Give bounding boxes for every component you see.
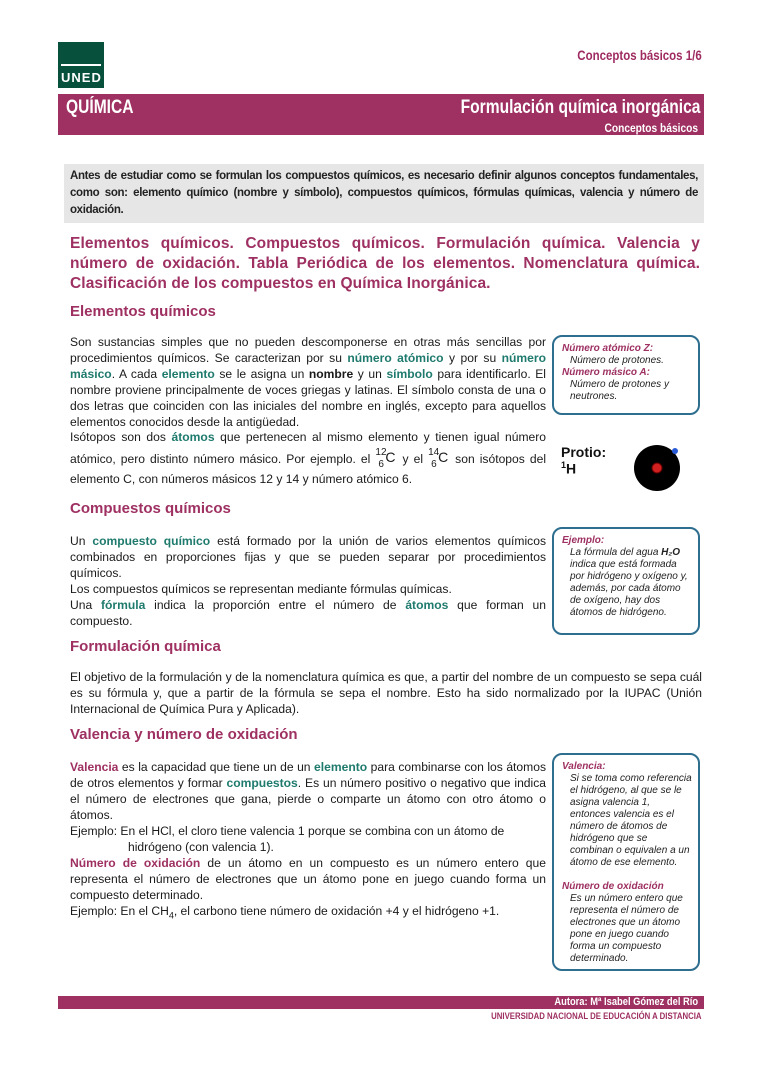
subtopic-title: Conceptos básicos (604, 121, 698, 135)
protio-label: Protio: (561, 444, 607, 460)
note-heading: Valencia: (562, 761, 606, 772)
page-label: Conceptos básicos 1/6 (577, 47, 702, 63)
formulacion-paragraph: El objetivo de la formulación y de la nomenclatura química es que, a partir del nombre de un compuesto se sepa cuál es su fórmula y, que a partir de la fórmula se sepa el nombre. Esto ha sido normalizado por la IUPAC (Unión Internacional de Química Pura y Aplicada). (70, 670, 702, 716)
uned-logo (58, 42, 104, 88)
footer-university: UNIVERSIDAD NACIONAL DE EDUCACIÓN A DISTANCIA (491, 1011, 702, 1022)
valencia-paragraph: Valencia es la capacidad que tiene un de un elemento para combinarse con los átomos de otros elementos y formar compuestos. Es un número positivo o negativo que indica el número de electrones que gana, pierde o comparte un átomo con otro átomo o átomos. Ejemplo: En el HCl, el cloro tiene valencia 1 porque se combina con un átomo de hidrógeno (con valencia 1). Número de oxidación de un átomo en un compuesto es un número entero que representa el número de electrones que un átomo pone en juego cuando forma un compuesto determinado. Ejemplo: En el $CH_4$, el carbono tiene número de oxidación +4 y el hidrógeno +1. (70, 760, 546, 921)
isotope-c14: 14 6 C (428, 447, 449, 470)
note-heading: Número másico A: (562, 367, 650, 378)
logo-text: UNED (61, 70, 102, 85)
isotopos-paragraph: Isótopos son dos átomos que pertenecen al mismo elemento y tienen igual número atómico, pero distinto número másico. Por ejemplo. el 12 6 C y el 14 6 C son isótopos del elemento C, con números másicos 12 y 14 y número atómico 6. (70, 430, 547, 486)
note-text: Es un número entero que representa el número de electrones que un átomo pone en juego cuando forma un compuesto determinado. (570, 893, 683, 964)
footer-author: Autora: Mª Isabel Gómez del Río (554, 996, 698, 1008)
note-heading: Número atómico Z: (562, 343, 654, 354)
title-band (58, 94, 704, 120)
section-title-valencia: Valencia y número de oxidación (70, 726, 298, 743)
intro-box: Antes de estudiar como se formulan los compuestos químicos, es necesario definir algunos conceptos fundamentales, como son: elemento químico (nombre y símbolo), compuestos químicos, fórmulas químicas, valencia y número de oxidación. (64, 164, 704, 223)
isotope-c12: 12 6 C (375, 447, 396, 470)
note-text: Número de protones y neutrones. (570, 379, 669, 402)
logo-bar (61, 64, 101, 68)
subtitle-band (58, 120, 704, 135)
section-title-elementos: Elementos químicos (70, 303, 216, 320)
subject-title: QUÍMICA (66, 97, 134, 118)
main-title: Elementos químicos. Compuestos químicos. Formulación química. Valencia y número de oxidación. Tabla Periódica de los elementos. Nomenclatura química. Clasificación de los compuestos en Química Inorgánica. (70, 235, 700, 292)
note-text: Si se toma como referencia el hidrógeno, al que se le asigna valencia 1, entonces valencia es el número de átomos de hidrógeno que se combinan o equivalen a un átomo de ese elemento. (570, 773, 692, 868)
note-numero-atomico (552, 335, 700, 415)
compuestos-paragraph: Un compuesto químico está formado por la unión de varios elementos químicos combinados en proporciones fijas y que se pueden separar por procedimientos químicos. Los compuestos químicos se representan mediante fórmulas químicas. Una fórmula indica la proporción entre el número de átomos que forman un compuesto. (70, 534, 546, 628)
note-heading: Número de oxidación (562, 881, 664, 892)
section-title-compuestos: Compuestos químicos (70, 500, 231, 517)
section-title-formulacion: Formulación química (70, 638, 221, 655)
hydrogen-atom-icon (630, 442, 682, 494)
footer-band (58, 996, 704, 1009)
note-text: La fórmula del agua H₂O indica que está formada por hidrógeno y oxígeno y, además, por cada átomo de oxígeno, hay dos átomos de hidrógeno. (570, 547, 688, 618)
note-text: Número de protones. (570, 355, 664, 366)
protio-symbol: $^1$H (561, 460, 577, 477)
note-valencia (552, 753, 700, 971)
topic-title: Formulación química inorgánica (460, 97, 700, 118)
note-ejemplo (552, 527, 700, 635)
note-heading: Ejemplo: (562, 535, 605, 546)
elementos-paragraph: Son sustancias simples que no pueden descomponerse en otras más sencillas por procedimientos químicos. Se caracterizan por su número atómico y por su número másico. A cada elemento se le asigna un nombre y un símbolo para identificarlo. El nombre proviene principalmente de voces griegas y latinas. El símbolo consta de una o dos letras que coinciden con las iniciales del nombre en inglés, excepto para aquellos elementos conocidos desde la antigüedad. (70, 335, 546, 429)
